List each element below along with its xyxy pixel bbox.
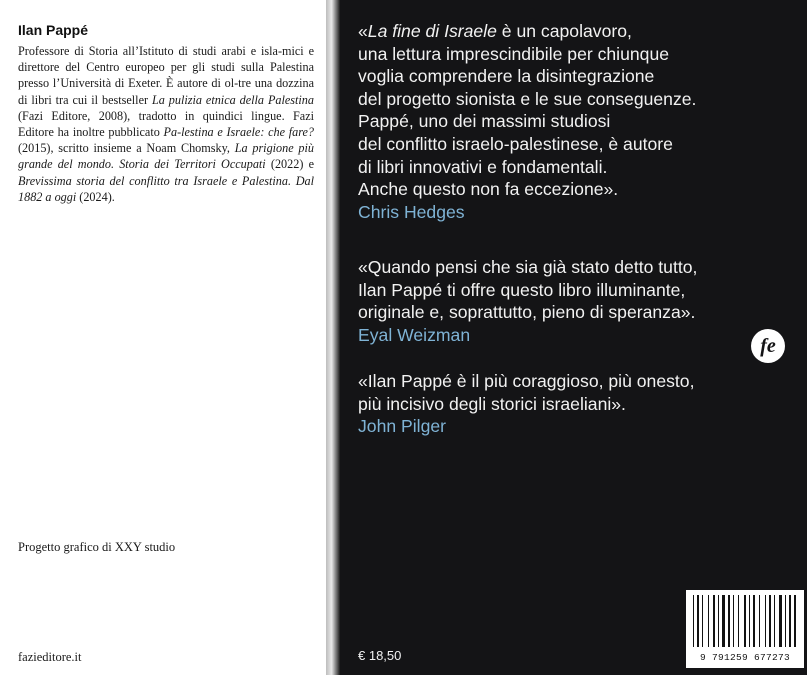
fe-monogram-icon: fe: [751, 329, 785, 363]
quote-weizman: [358, 256, 697, 346]
barcode-bar: [697, 595, 699, 647]
barcode-bar: [722, 595, 725, 647]
isbn-barcode: [686, 590, 804, 668]
bio-text-1: Professore di Storia all’Istituto di studi arabi e isla-mici e direttore del Centro europeo per gli studi sulla Palestina presso l’Università di Exeter. È autore di ol-tre una dozzina di libri tra cui il bestseller: [18, 44, 314, 107]
barcode-bar: [693, 595, 694, 647]
isbn-number: 9 791259 677273: [699, 652, 790, 663]
barcode-bar: [738, 595, 739, 647]
quote-line: «La fine di Israele è un capolavoro,: [358, 21, 632, 41]
barcode-bar: [785, 595, 786, 647]
barcode-icon: [691, 595, 799, 651]
quote-line: voglia comprendere la disintegrazione: [358, 66, 655, 87]
quote-line: «Ilan Pappé è il più coraggioso, più onesto,: [358, 371, 695, 391]
quote-line: più incisivo degli storici israeliani».: [358, 393, 626, 414]
barcode-bar: [749, 595, 750, 647]
book-title: La fine di Israele: [367, 21, 497, 41]
back-flap: [0, 0, 327, 675]
quote-line: di libri innovativi e fondamentali.: [358, 156, 608, 177]
quote-line: originale e, soprattutto, pieno di speranza».: [358, 302, 696, 323]
bio-text-4: (2022) e: [265, 157, 314, 172]
bio-title-2: Pa-lestina e Israele: che fare?: [163, 125, 315, 140]
back-cover: [340, 0, 807, 675]
quote-author: Chris Hedges: [358, 201, 465, 222]
quote-line: una lettura imprescindibile per chiunque: [358, 43, 670, 64]
quote-pilger: [358, 370, 694, 438]
price: € 18,50: [358, 648, 402, 663]
barcode-bar: [733, 595, 734, 647]
bio-text-2: (Fazi Editore, 2008), tradotto in quindici lingue. Fazi Editore ha inoltre pubblicato: [18, 108, 314, 140]
quote-author: Eyal Weizman: [358, 324, 471, 345]
bio-title-3: La prigione più grande del mondo. Storia dei Territori Occupati: [18, 141, 314, 172]
barcode-bar: [713, 595, 715, 647]
bio-title-4: Brevissima storia del conflitto tra Israele e Palestina. Dal 1882 a oggi: [18, 173, 314, 204]
barcode-bar: [789, 595, 791, 647]
fold-shadow: [326, 0, 340, 675]
barcode-bar: [753, 595, 755, 647]
barcode-bar: [702, 595, 703, 647]
quote-hedges: [358, 20, 696, 223]
quote-line: «Quando pensi che sia già stato detto tutto,: [358, 257, 698, 277]
bio-title-1: La pulizia etnica della Palestina: [151, 92, 314, 107]
barcode-bar: [708, 595, 709, 647]
barcode-bar: [718, 595, 719, 647]
quote-line: Anche questo non fa eccezione».: [358, 179, 619, 200]
quote-author: John Pilger: [358, 416, 447, 437]
author-bio: [18, 43, 314, 205]
barcode-bar: [744, 595, 746, 647]
barcode-bar: [728, 595, 730, 647]
quote-line: Ilan Pappé ti offre questo libro illuminante,: [358, 279, 686, 300]
design-credit: Progetto grafico di XXY studio: [18, 540, 176, 554]
bio-text-3: (2015), scritto insieme a Noam Chomsky,: [18, 141, 235, 156]
publisher-website: fazieditore.it: [18, 650, 82, 664]
bio-text-5: (2024).: [76, 189, 115, 204]
barcode-bar: [779, 595, 782, 647]
barcode-bar: [759, 595, 760, 647]
barcode-bar: [774, 595, 775, 647]
barcode-bar: [765, 595, 766, 647]
quote-line: del conflitto israelo-palestinese, è autore: [358, 133, 673, 154]
author-name: Ilan Pappé: [18, 22, 89, 38]
quote-line: del progetto sionista e le sue conseguenze.: [358, 88, 697, 109]
quote-line: Pappé, uno dei massimi studiosi: [358, 111, 611, 132]
barcode-bar: [769, 595, 771, 647]
barcode-bar: [794, 595, 796, 647]
